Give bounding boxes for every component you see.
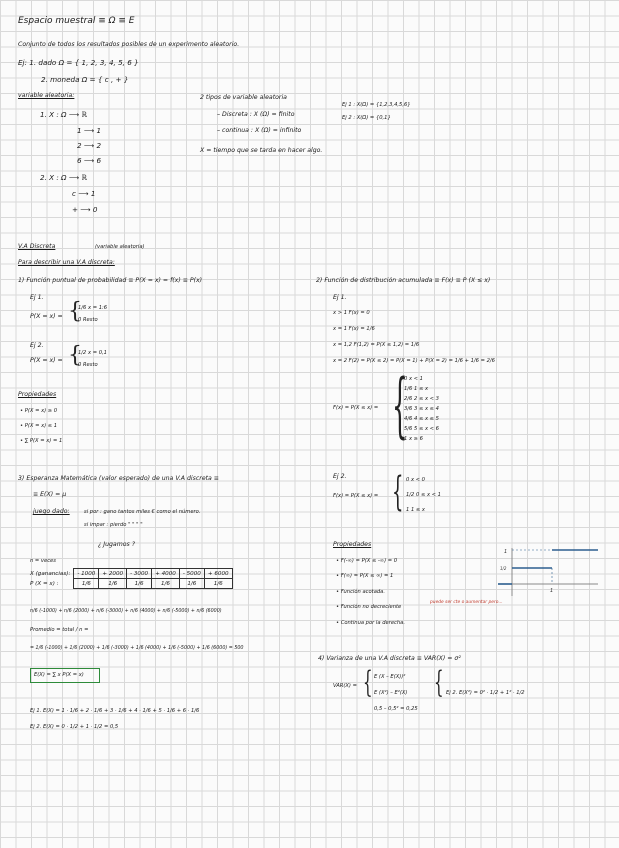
va-discreta-title: V.A Discreta [18, 243, 56, 250]
propiedad-item: • P(X = x) ≤ 1 [20, 423, 58, 429]
piece-row: 3/6 3 ≤ x ≤ 4 [404, 406, 439, 412]
table-row-head: X (ganancias): [30, 570, 71, 577]
funcion-dist-line: x = 1,2 F(1,2) = P(X ≤ 1,2) = 1/6 [333, 342, 420, 348]
propiedad-item: • F(∞) = P(X ≤ ∞) = 1 [336, 573, 394, 579]
esperanza-ej2: Ej 2. E(X) = 0 · 1/2 + 1 · 1/2 = 0,5 [30, 724, 119, 730]
funcion-dist-title: 2) Función de distribución acumulada ≡ F(x) ≡ P (X ≤ x) [316, 277, 491, 284]
propiedad-item: • F(-∞) = P(X ≤ -∞) = 0 [336, 558, 398, 564]
mapping1-row: 6 ⟶ 6 [77, 156, 102, 165]
calc-line2: = 1/6 (-1000) + 1/6 (2000) + 1/6 (-3000) + 1/6 (4000) + 1/6 (-5000) + 1/6 (6000) = 500 [30, 646, 244, 651]
calc-line1: n/6 (-1000) + n/6 (2000) + n/6 (-3000) + n/6 (4000) + n/6 (-5000) + n/6 (6000) [30, 609, 222, 614]
brace-icon: { [434, 665, 444, 700]
funcion-prob-ej2-case: 1/2 x = 0,1 [78, 350, 107, 356]
funcion-prob-title: 1) Función puntual de probabilidad ≡ P(X = x) = f(x) ≡ P(x) [18, 277, 203, 284]
esperanza-formula: E(X) = ∑ x P(X = x) [34, 672, 84, 678]
ej2-row: 1/2 0 ≤ x < 1 [406, 492, 441, 498]
promedio-line: Promedio = total / n = [30, 627, 89, 633]
propiedad-item: • P(X = x) ≥ 0 [20, 408, 58, 414]
ej2-row: 1 1 ≤ x [406, 507, 425, 513]
esperanza-equiv: ≡ E(X) = μ [33, 491, 67, 498]
brace-icon: { [392, 364, 408, 446]
funcion-dist-piece-lhs: F(x) = P(X ≤ x) = [333, 405, 379, 411]
variable-aleatoria-label: variable aleatoria: [18, 92, 75, 99]
example-dado: Ej: 1. dado Ω = { 1, 2, 3, 4, 5, 6 } [18, 58, 139, 67]
piece-row: 1 x ≥ 6 [404, 436, 423, 442]
propiedad-item: • Continua por la derecha. [336, 620, 405, 626]
tiempo-example: X = tiempo que se tarda en hacer algo. [200, 147, 323, 154]
funcion-dist-ej1-label: Ej 1. [333, 294, 347, 301]
juego-line1: si por : gano tantos miles € como el número. [84, 509, 201, 515]
funcion-dist-line: x = 2 F(2) = P(X ≤ 2) = P(X = 1) + P(X = 2) = 1/6 + 1/6 = 2/6 [333, 358, 495, 364]
page-title: Espacio muestral ≡ Ω ≡ E [18, 16, 135, 26]
mapping2-row: + ⟶ 0 [72, 205, 98, 214]
varianza-ej2: Ej 2. E(X²) = 0² · 1/2 + 1² · 1/2 [446, 690, 525, 696]
propiedad-item: • Función acotada. [336, 589, 386, 595]
table-cell: - 5000 [179, 569, 204, 579]
esperanza-title: 3) Esperanza Matemática (valor esperado) de una V.A discreta ≡ [18, 475, 219, 482]
mapping1-head: 1. X : Ω ⟶ ℝ [40, 110, 88, 119]
funcion-prob-ej1-case: 0 Resto [78, 317, 98, 323]
example-moneda: 2. moneda Ω = { c , + } [41, 75, 129, 84]
funcion-prob-ej2-lhs: P(X = x) = [30, 357, 63, 364]
table-cell: 1/6 [179, 579, 204, 589]
juego-line2: si impar : pierdo " " " " [84, 522, 143, 528]
propiedad-item: • ∑ P(X = x) = 1 [20, 438, 63, 444]
tipo-ej1: Ej 1 : X(Ω) = {1,2,3,4,5,6} [342, 102, 411, 108]
piece-row: 1/6 1 ≤ x [404, 386, 429, 392]
cdf-y-label-1: 1 [504, 549, 508, 555]
tipo-continua: – continua : X (Ω) = infinito [217, 127, 302, 134]
n-veces: n = veces [30, 558, 56, 564]
varianza-row: E (X²) – E²(X) [374, 690, 408, 696]
propiedades2-title: Propiedades [333, 541, 372, 548]
piece-row: 5/6 5 ≤ x < 6 [404, 426, 439, 432]
varianza-lhs: VAR(X) = [333, 683, 357, 689]
funcion-dist-line: x > 1 F(x) = 0 [333, 310, 370, 316]
ej2-row: 0 x < 0 [406, 477, 425, 483]
table-row [30, 569, 232, 579]
funcion-prob-ej1-lhs: P(X = x) = [30, 313, 63, 320]
table-cell: 1/6 [204, 579, 232, 589]
propiedad-item: • Función no decreciente [336, 604, 402, 610]
definition-text: Conjunto de todos los resultados posibles de un experimento aleatorio. [18, 41, 240, 48]
table-cell: + 6000 [204, 569, 232, 579]
table-cell: - 3000 [127, 569, 152, 579]
propiedad-note: puede ser cte o aumentar pero... [430, 600, 503, 605]
piece-row: 0 x < 1 [404, 376, 423, 382]
table-cell: + 4000 [152, 569, 180, 579]
varianza-result: 0,5 – 0,5² = 0,25 [374, 706, 418, 712]
table-cell: + 2000 [99, 569, 127, 579]
varianza-row: E (X – E(X))² [374, 674, 406, 680]
juego-label: juego dado: [33, 508, 70, 515]
esperanza-ej1: Ej 1. E(X) = 1 · 1/6 + 2 · 1/6 + 3 · 1/6 + 4 · 1/6 + 5 · 1/6 + 6 · 1/6 [30, 708, 200, 714]
funcion-dist-ej2-lhs: F(x) = P(X ≤ x) = [333, 493, 379, 499]
mapping2-row: c ⟶ 1 [72, 189, 96, 198]
piece-row: 2/6 2 ≤ x < 3 [404, 396, 439, 402]
funcion-prob-ej2-case: 0 Resto [78, 362, 98, 368]
tipo-discreta: – Discreta : X (Ω) = finito [217, 111, 295, 118]
funcion-prob-ej1-label: Ej 1. [30, 294, 44, 301]
table-cell: - 1000 [74, 569, 99, 579]
cdf-graph [498, 548, 598, 598]
varianza-title: 4) Varianza de una V.A discreta ≡ VAR(X) = σ² [318, 655, 461, 662]
table-row [30, 579, 232, 589]
va-discreta-subtitle: (variable aleatoria) [95, 244, 145, 250]
table-cell: 1/6 [127, 579, 152, 589]
ganancias-table [30, 568, 233, 589]
brace-icon: { [68, 299, 82, 324]
cdf-x-label-1: 1 [550, 588, 554, 594]
tipos-title: 2 tipos de variable aleatoria [200, 94, 287, 101]
para-describir: Para describir una V.A discreta: [18, 259, 115, 266]
brace-icon: { [392, 469, 404, 515]
table-cell: 1/6 [74, 579, 99, 589]
tipo-ej2: Ej 2 : X(Ω) = {0,1} [342, 115, 391, 121]
funcion-dist-line: x = 1 F(x) = 1/6 [333, 326, 375, 332]
cdf-y-label-half: 1/2 [500, 566, 507, 571]
funcion-prob-ej2-label: Ej 2. [30, 342, 44, 349]
table-cell: 1/6 [152, 579, 180, 589]
propiedades1-title: Propiedades [18, 391, 57, 398]
mapping2-head: 2. X : Ω ⟶ ℝ [40, 173, 88, 182]
funcion-prob-ej1-case: 1/6 x = 1:6 [78, 305, 108, 311]
piece-row: 4/6 4 ≤ x ≤ 5 [404, 416, 439, 422]
mapping1-row: 2 ⟶ 2 [77, 141, 102, 150]
brace-icon: { [68, 343, 82, 368]
table-row-head: P (X = x) : [30, 580, 59, 587]
table-cell: 1/6 [99, 579, 127, 589]
mapping1-row: 1 ⟶ 1 [77, 126, 102, 135]
funcion-dist-ej2-label: Ej 2. [333, 473, 347, 480]
brace-icon: { [363, 665, 373, 700]
jugamos-question: ¿ Jugamos ? [98, 541, 136, 548]
